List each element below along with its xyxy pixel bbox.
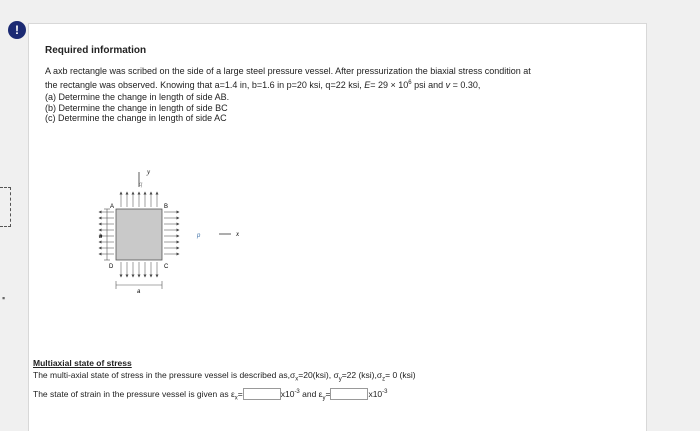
x-axis-label: x: [236, 230, 240, 238]
side-marker: ▪: [2, 293, 6, 303]
dimension-b-label: b: [99, 234, 103, 240]
part-c: (c) Determine the change in length of side AC: [45, 113, 227, 123]
p-label: p: [197, 233, 201, 239]
strain-state-line: The state of strain in the pressure vessel is given as $\varepsilon_x= x10^{-3}$ and $\varepsilon_y= x10^{-3}$: [33, 388, 388, 402]
corner-C-label: C: [164, 264, 169, 270]
strain-y-input[interactable]: [330, 388, 368, 400]
part-b: (b) Determine the change in length of side BC: [45, 102, 228, 113]
top-stress-arrows: [121, 192, 157, 207]
problem-line-1: A axb rectangle was scribed on the side of a large steel pressure vessel. After pressurization the biaxial stress condition at: [45, 66, 531, 76]
corner-D-label: D: [109, 264, 114, 270]
y-axis-label: y: [147, 168, 151, 176]
scribed-rectangle: [116, 209, 162, 260]
bottom-stress-arrows: [121, 262, 157, 277]
strain-x-input[interactable]: [243, 388, 281, 400]
problem-parts: [45, 92, 635, 124]
dimension-a-label: a: [137, 289, 141, 295]
corner-B-label: B: [164, 204, 169, 210]
q-label: q: [139, 182, 143, 188]
left-stress-arrows: [99, 212, 114, 254]
alert-icon: !: [8, 21, 26, 39]
multiaxial-section: [33, 357, 633, 404]
offscreen-widget-edge: [0, 187, 11, 227]
stress-state-line: The multi-axial state of stress in the pressure vessel is described $as,\sigma_x=20(ksi)$, $\sigma_y=22$ $(ksi),\sigma_z= 0$ (ksi): [33, 370, 416, 383]
problem-statement: [45, 65, 635, 124]
corner-A-label: A: [110, 204, 115, 210]
question-panel: [28, 23, 647, 431]
part-a: (a) Determine the change in length of side AB.: [45, 92, 230, 102]
multiaxial-title: Multiaxial state of stress: [33, 358, 132, 368]
stress-diagram: [69, 152, 269, 307]
problem-line-2: the rectangle was observed. Knowing that a=1.4 in, b=1.6 in p=20 ksi, q=22 ksi, $E= 29 \times 10^6$ psi and v = 0.30,: [45, 80, 481, 90]
required-information-title: Required information: [45, 45, 147, 56]
right-stress-arrows: [164, 212, 179, 254]
